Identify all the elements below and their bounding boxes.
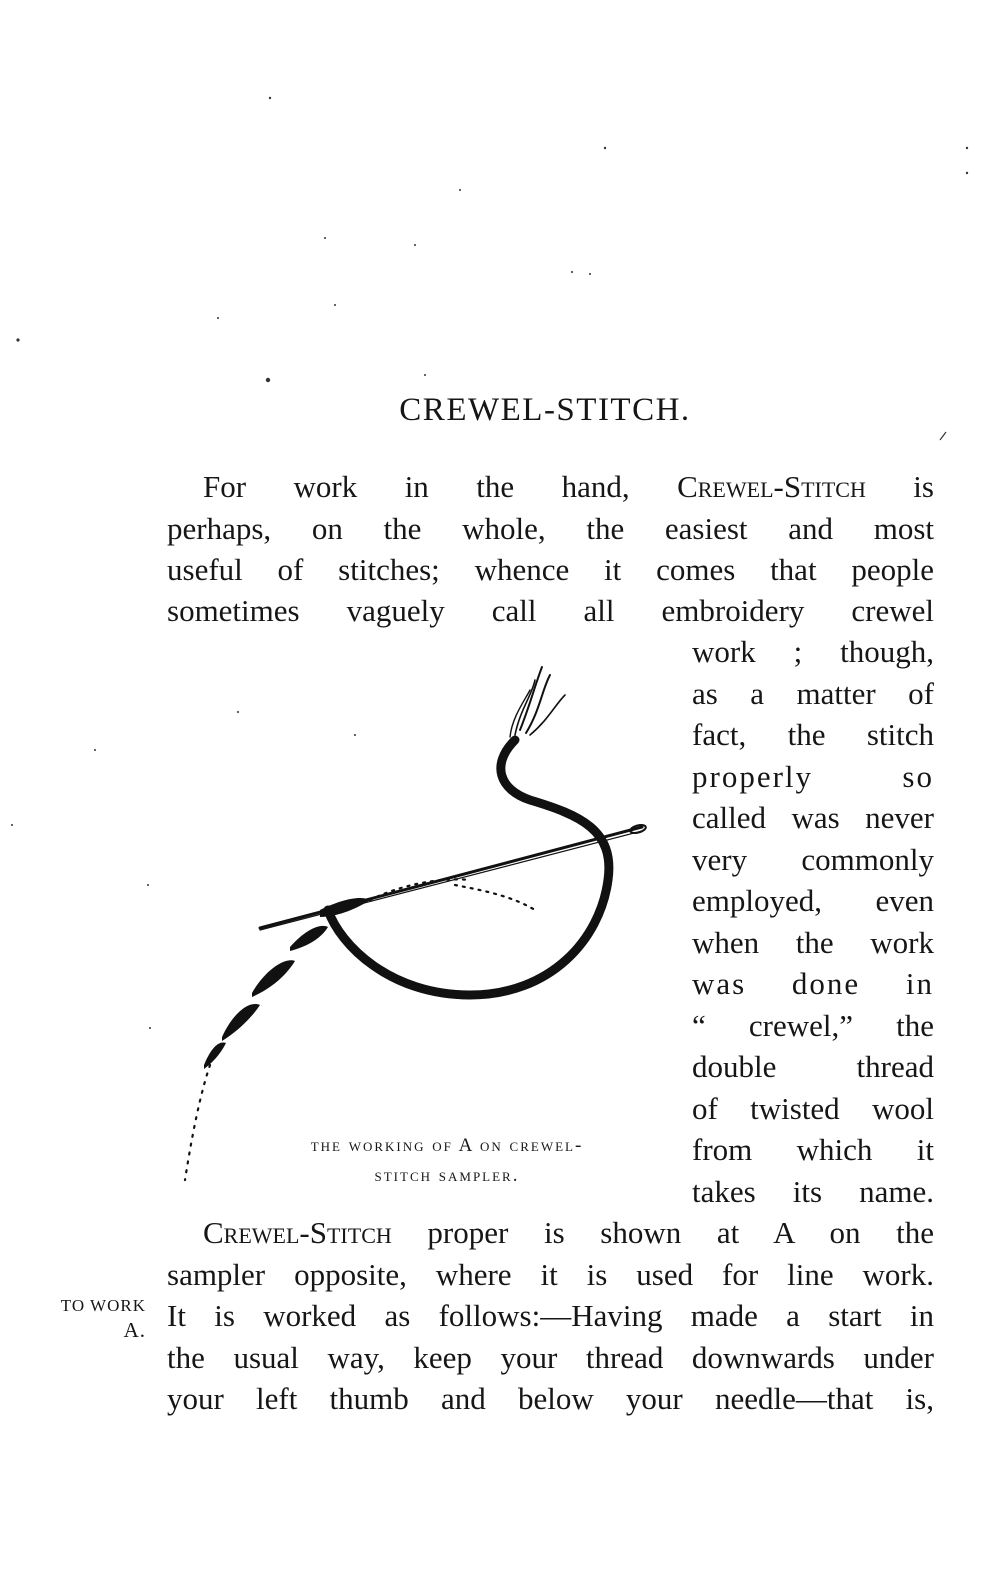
wrapped-line: employed, even: [692, 883, 934, 918]
crewel-stitch-term: Crewel-Stitch: [677, 469, 866, 504]
wrapped-line: called was never: [692, 800, 934, 835]
needle-and-thread-illustration: [170, 655, 670, 1195]
chapter-title: CREWEL-STITCH.: [399, 392, 691, 428]
paragraph-1-line-1: [203, 466, 934, 507]
wrapped-line: as a matter of: [692, 676, 934, 711]
wrapped-line: takes its name.: [692, 1174, 934, 1209]
wrapped-line: was done in: [692, 966, 934, 1001]
wrapped-line: when the work: [692, 925, 934, 960]
paragraph-2-line-4: the usual way, keep your thread downwards under: [167, 1340, 934, 1375]
margin-note: [30, 1294, 146, 1342]
paragraph-2-line-1-post: proper is shown at A on the: [391, 1215, 934, 1250]
figure-caption-line-2: stitch sampler.: [374, 1165, 520, 1186]
wrapped-line: double thread: [692, 1049, 934, 1084]
paragraph-1-line-1-pre: For work in the hand,: [203, 469, 678, 504]
paragraph-2-line-1: [203, 1212, 934, 1253]
paragraph-1-line-1-post: is: [865, 469, 934, 504]
figure-caption: [222, 1131, 672, 1191]
margin-note-line-2: A.: [123, 1318, 146, 1342]
wrapped-line: fact, the stitch: [692, 717, 934, 752]
margin-note-line-1: TO WORK: [60, 1296, 146, 1315]
wrapped-line: very commonly: [692, 842, 934, 877]
wrapped-line: work ; though,: [692, 634, 934, 669]
wrapped-line: from which it: [692, 1132, 934, 1167]
wrapped-line: properly so: [692, 759, 934, 794]
paragraph-2-line-2: sampler opposite, where it is used for line work.: [167, 1257, 934, 1292]
paragraph-1-line-4: sometimes vaguely call all embroidery crewel: [167, 593, 934, 628]
crewel-stitch-term: Crewel-Stitch: [203, 1215, 392, 1250]
paragraph-2-line-5: your left thumb and below your needle—that is,: [167, 1381, 934, 1416]
figure-caption-line-1: the working of A on crewel-: [310, 1135, 584, 1156]
paragraph-1-line-2: perhaps, on the whole, the easiest and most: [167, 511, 934, 546]
paragraph-1-line-3: useful of stitches; whence it comes that people: [167, 552, 934, 587]
wrapped-line: of twisted wool: [692, 1091, 934, 1126]
wrapped-line: “ crewel,” the: [692, 1008, 934, 1043]
paragraph-2-line-3: It is worked as follows:—Having made a start in: [167, 1298, 934, 1333]
